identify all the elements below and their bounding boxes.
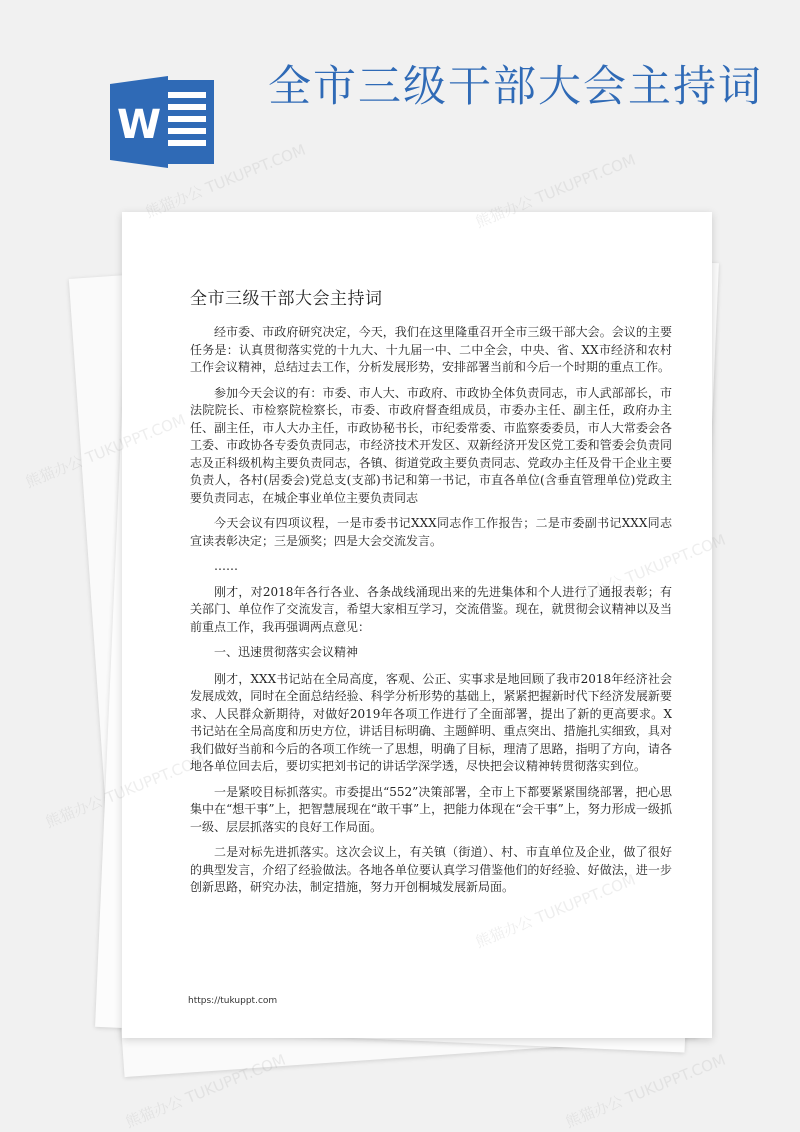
paragraph-review: 刚才，XXX书记站在全局高度，客观、公正、实事求是地回顾了我市2018年经济社会发展成效，同时在全面总结经验、科学分析形势的基础上，紧紧把握新时代下经济发展新要求、人民群众新期待，对做好2019年各项工作进行了全面部署，提出了新的更高要求。X书记站在全局高度和历史方位，讲话目标明确、主题鲜明、重点突出、措施扎实细致，具对我们做好当前和今后的各项工作统一了思想，明确了目标，理清了思路，指明了方向，请各地各单位回去后，要切实把刘书记的讲话学深学透，尽快把会议精神转贯彻落实到位。: [190, 671, 672, 773]
watermark: 熊猫办公 TUKUPPT.COM: [123, 1050, 289, 1132]
document-page: [122, 212, 712, 1038]
paragraph-intro: 经市委、市政府研究决定，今天，我们在这里隆重召开全市三级干部大会。会议的主要任务是：认真贯彻落实党的十九大、十九届一中、二中全会，中央、省、XX市经济和农村工作会议精神，总结过去工作，分析发展形势，安排部署当前和今后一个时期的重点工作。: [190, 325, 672, 374]
paragraph-attendees: 参加今天会议的有：市委、市人大、市政府、市政协全体负责同志，市人武部部长，市法院院长、市检察院检察长，市委、市政府督查组成员，市委办主任、副主任，政府办主任、副主任，市人大办主任，市政协秘书长，市纪委常委、市监察委委员，市人大常委会各工委、市政协各专委负责同志，市经济技术开发区、双新经济开发区党工委和管委会负责同志及正科级机构主要负责同志，各镇、街道党政主要负责同志、党政办主任及骨干企业主要负责人，各村(居委会)党总支(支部)书记和第一书记，市直各单位(含垂直管理单位)党政主要负责同志，在城企事业单位主要负责同志: [190, 385, 672, 505]
watermark: 熊猫办公 TUKUPPT.COM: [563, 1050, 729, 1132]
banner-title: 全市三级干部大会主持词: [268, 62, 763, 112]
paragraph-point-two: 二是对标先进抓落实。这次会议上，有关镇（街道）、村、市直单位及企业，做了很好的典型发言，介绍了经验做法。各地各单位要认真学习借鉴他们的好经验、好做法，进一步创新思路，研究办法，制定措施，努力开创桐城发展新局面。: [190, 845, 672, 894]
section-heading: 一、迅速贯彻落实会议精神: [214, 645, 359, 659]
document-body: [190, 324, 672, 905]
word-document-icon: [110, 72, 222, 172]
paragraph-agenda: 今天会议有四项议程，一是市委书记XXX同志作工作报告；二是市委副书记XXX同志宣读表彰决定；三是颁奖；四是大会交流发言。: [190, 516, 672, 548]
watermark: 熊猫办公 TUKUPPT.COM: [473, 150, 639, 232]
paragraph-ellipsis: ……: [214, 559, 238, 573]
word-icon-letter: W: [116, 102, 162, 148]
doc-icon: [110, 72, 222, 172]
paragraph-point-one: 一是紧咬目标抓落实。市委提出“552”决策部署，全市上下都要紧紧围绕部署，把心思集中在“想干事”上，把智慧展现在“敢干事”上，把能力体现在“会干事”上，努力形成一级抓一级、层层抓落实的良好工作局面。: [190, 784, 672, 834]
watermark: 熊猫办公: [43, 792, 106, 832]
footer-url[interactable]: https://tukuppt.com: [188, 996, 278, 1006]
document-title: 全市三级干部大会主持词: [190, 289, 383, 309]
watermark: 熊猫办公: [23, 452, 86, 492]
watermark: 熊猫办公 TUKUPPT.COM: [143, 140, 309, 222]
paragraph-commendation: 刚才，对2018年各行各业、各条战线涌现出来的先进集体和个人进行了通报表彰；有关部门、单位作了交流发言，希望大家相互学习，交流借鉴。现在，就贯彻会议精神以及当前重点工作，我再强调两点意见：: [190, 584, 672, 634]
